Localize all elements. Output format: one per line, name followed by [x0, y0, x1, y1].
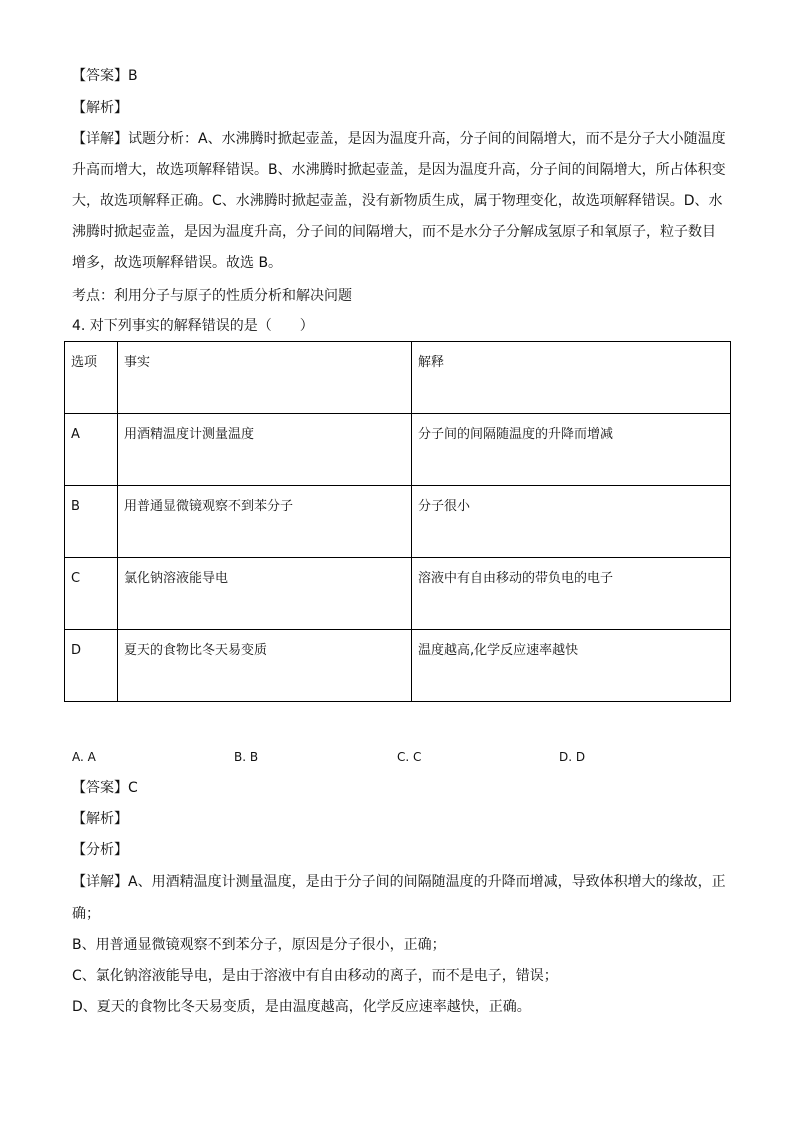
table-row [65, 414, 731, 486]
q4-option-b: B. B [234, 750, 259, 764]
q3-analysis-tag: 【解析】 [72, 100, 128, 116]
table-cell-explanation: 分子间的间隔随温度的升降而增减 [412, 414, 731, 486]
q3-detail-line-3: 大，故选项解释正确。C、水沸腾时掀起壶盖，没有新物质生成，属于物理变化，故选项解释错误。D、水 [72, 193, 723, 209]
table-row [65, 486, 731, 558]
q4-detail-line-5: D、夏天的食物比冬天易变质，是由温度越高，化学反应速率越快，正确。 [72, 999, 531, 1015]
table-cell-explanation: 溶液中有自由移动的带负电的电子 [412, 558, 731, 630]
table-cell-option: C [65, 558, 118, 630]
table-cell-option: A [65, 414, 118, 486]
table-header-row [65, 342, 731, 414]
q4-analysis-tag: 【解析】 [72, 811, 128, 827]
q3-answer-tag: 【答案】 [72, 68, 128, 84]
table-row [65, 630, 731, 702]
table-cell-fact: 夏天的食物比冬天易变质 [118, 630, 412, 702]
table-cell-fact: 用酒精温度计测量温度 [118, 414, 412, 486]
q4-detail-line-2: 确； [72, 906, 100, 922]
table-header-cell: 解释 [412, 342, 731, 414]
table-header-cell: 选项 [65, 342, 118, 414]
table-cell-option: B [65, 486, 118, 558]
table-cell-option: D [65, 630, 118, 702]
q4-table [64, 341, 731, 702]
q3-detail-line-4: 沸腾时掀起壶盖，是因为温度升高，分子间的间隔增大，而不是水分子分解成氢原子和氧原子，粒子数目 [72, 224, 716, 240]
table-header-cell: 事实 [118, 342, 412, 414]
q3-detail-line-2: 升高而增大，故选项解释错误。B、水沸腾时掀起壶盖，是因为温度升高，分子间的间隔增大，所占体积变 [72, 162, 726, 178]
table-row [65, 558, 731, 630]
q3-answer-line [72, 66, 138, 86]
q4-detail-line-4: C、氯化钠溶液能导电，是由于溶液中有自由移动的离子，而不是电子，错误； [72, 968, 558, 984]
table-cell-explanation: 温度越高,化学反应速率越快 [412, 630, 731, 702]
q4-fenxi-tag: 【分析】 [72, 842, 128, 858]
q4-option-a: A. A [72, 750, 96, 764]
q4-answer-tag: 【答案】 [72, 780, 128, 796]
q3-detail-line-1: 【详解】试题分析：A、水沸腾时掀起壶盖，是因为温度升高，分子间的间隔增大，而不是分子大小随温度 [72, 131, 726, 147]
q3-answer-value: B [128, 68, 138, 84]
q3-kaodian: 考点：利用分子与原子的性质分析和解决问题 [72, 288, 352, 304]
q4-detail-line-3: B、用普通显微镜观察不到苯分子，原因是分子很小，正确； [72, 937, 446, 953]
q3-detail-line-5: 增多，故选项解释错误。故选 B。 [72, 255, 283, 271]
table-cell-explanation: 分子很小 [412, 486, 731, 558]
table-cell-fact: 用普通显微镜观察不到苯分子 [118, 486, 412, 558]
q4-detail-line-1: 【详解】A、用酒精温度计测量温度，是由于分子间的间隔随温度的升降而增减，导致体积增大的缘故，正 [72, 874, 726, 890]
q4-option-c: C. C [397, 750, 422, 764]
table-cell-fact: 氯化钠溶液能导电 [118, 558, 412, 630]
q4-answer-value: C [128, 780, 138, 796]
q4-question: 4. 对下列事实的解释错误的是（ ） [72, 318, 314, 334]
q4-option-d: D. D [559, 750, 586, 764]
q4-answer-line [72, 778, 138, 798]
